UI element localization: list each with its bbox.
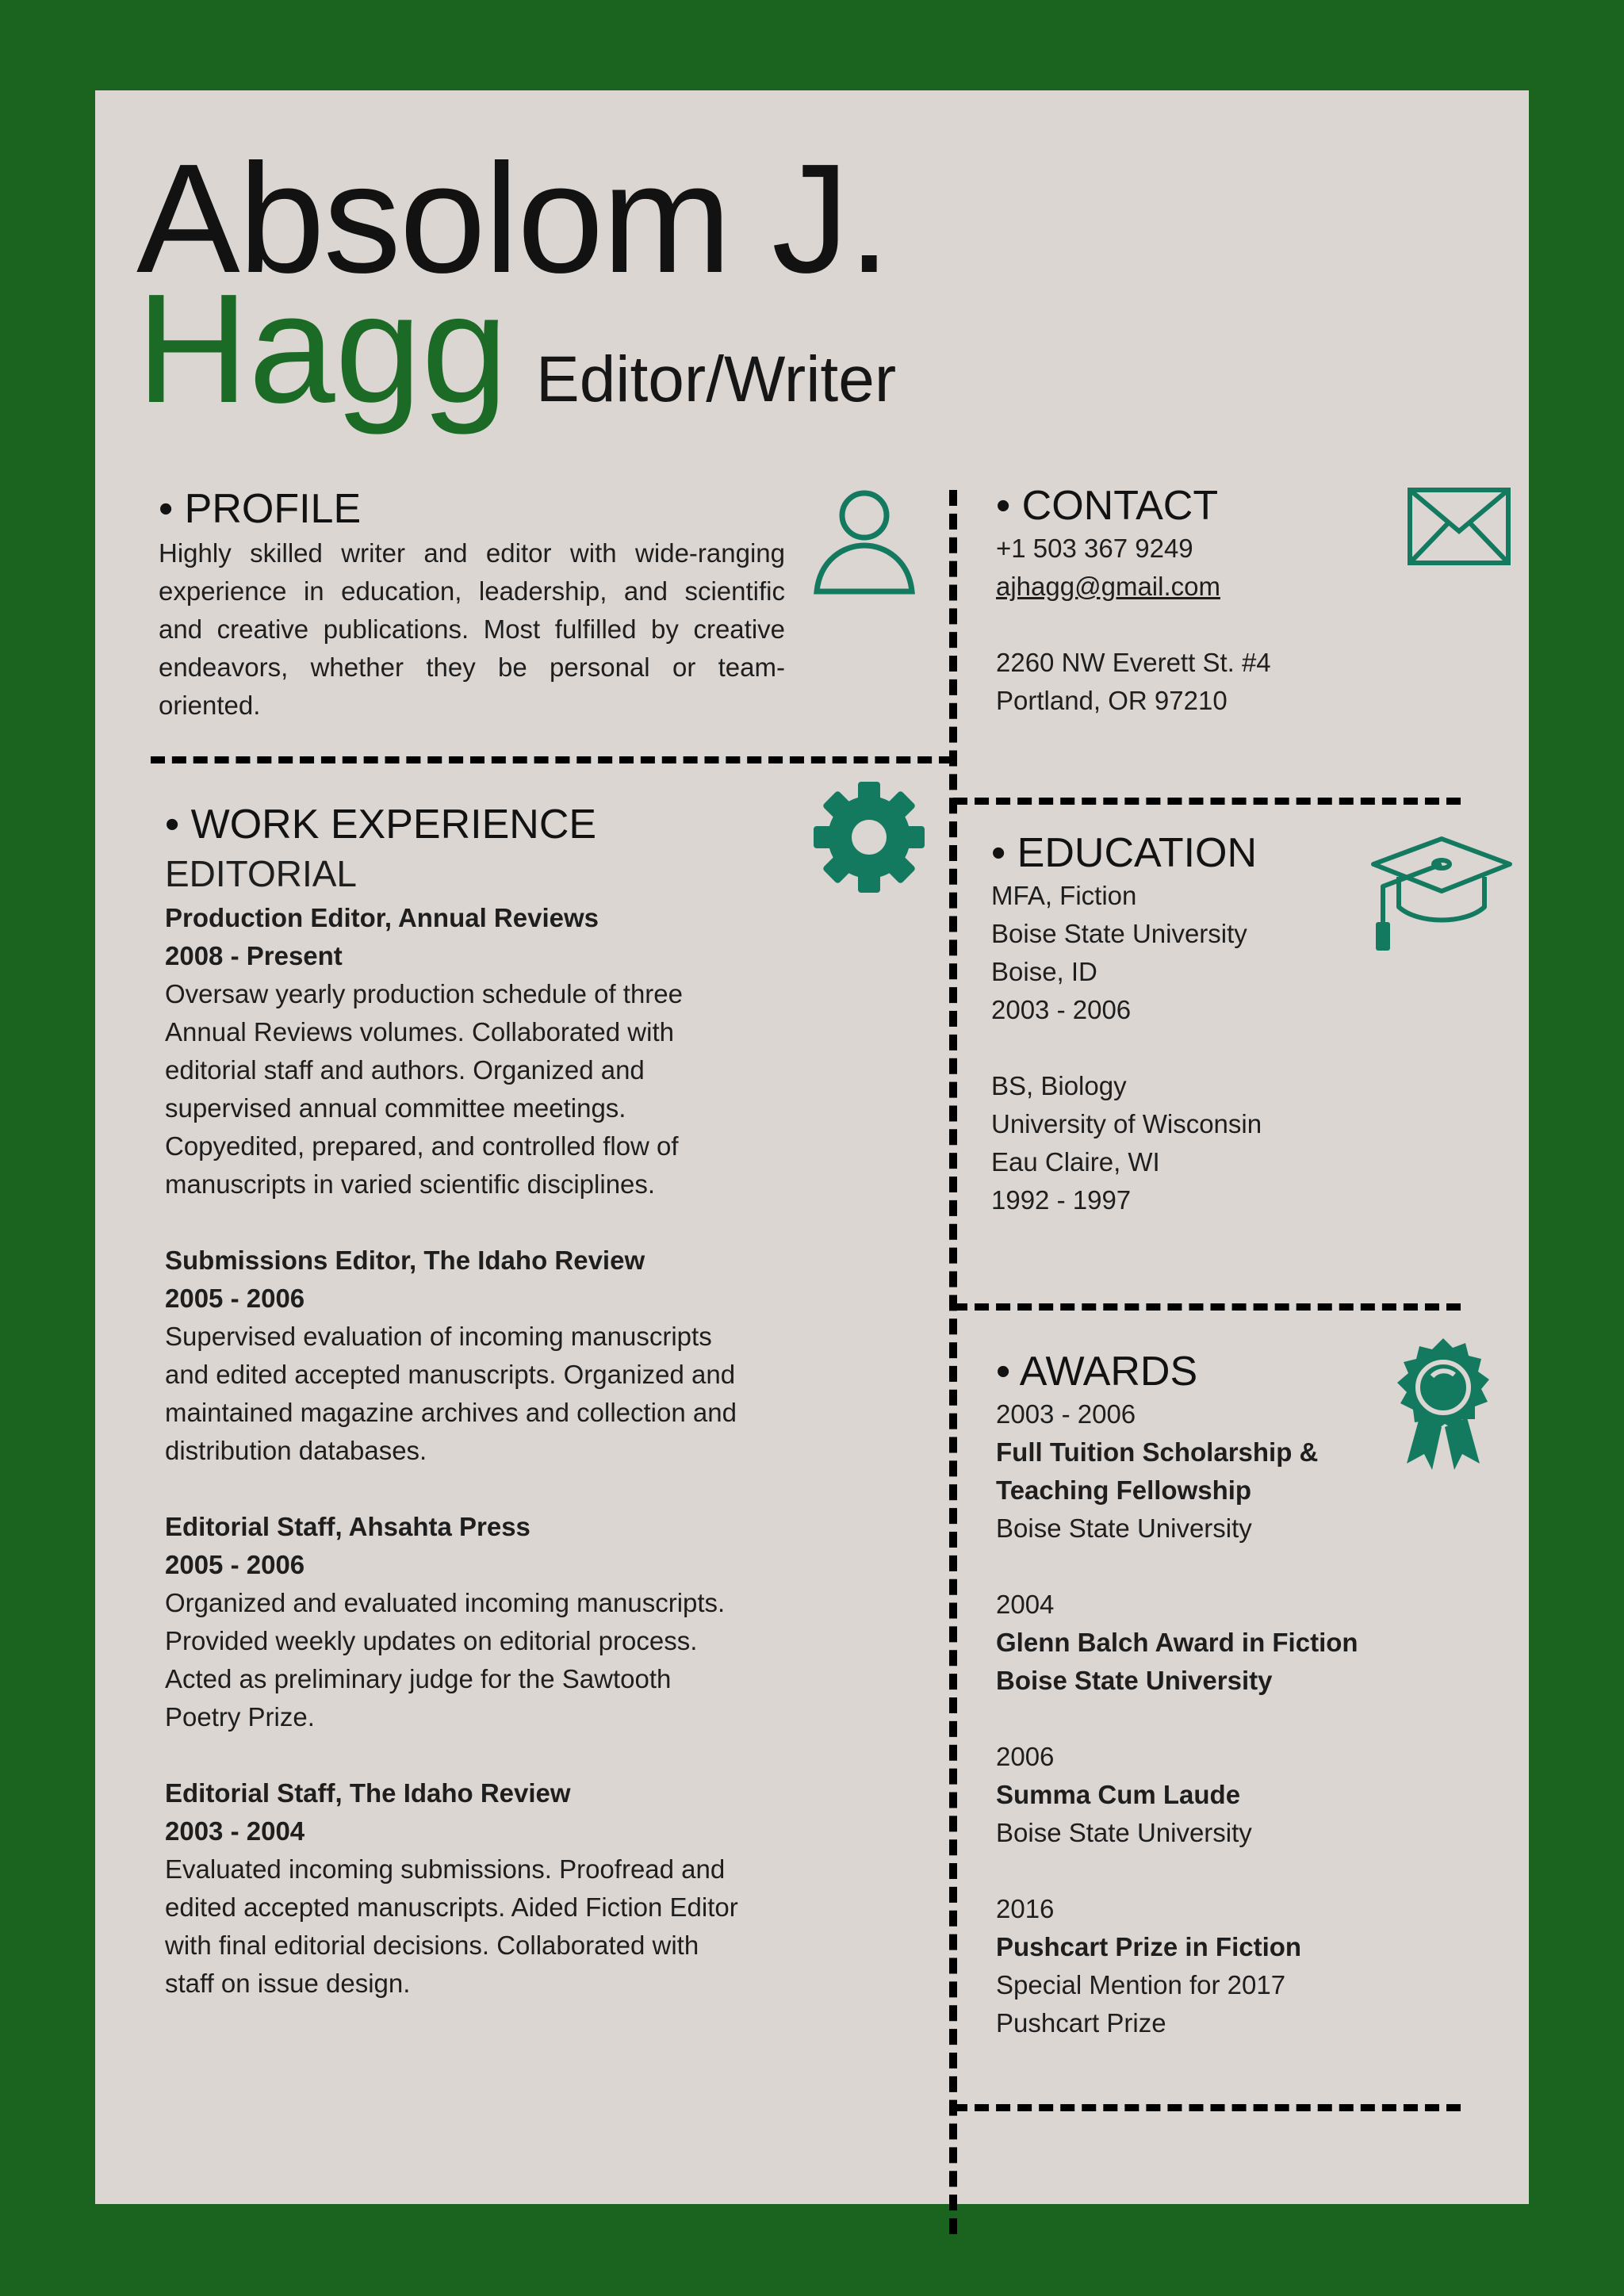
job-dates: 2005 - 2006 [165, 1284, 305, 1313]
award-entry [996, 1700, 1440, 1852]
awards-list [996, 1395, 1440, 2042]
award-name-line: Glenn Balch Award in Fiction [996, 1628, 1358, 1657]
education-dates: 2003 - 2006 [991, 995, 1132, 1024]
job-description-line: manuscripts in varied scientific disciplines. [165, 1169, 656, 1199]
award-year: 2004 [996, 1590, 1055, 1619]
profile-section [159, 485, 785, 725]
profile-text: Highly skilled writer and editor with wide-ranging experience in education, leadership, and scientific and creative publications. Most fulfilled by creative endeavors, whether they be personal or team-oriented. [159, 538, 785, 720]
education-school: University of Wisconsin [991, 1109, 1262, 1138]
job-entry [165, 1736, 799, 2003]
job-description-line: maintained magazine archives and collection and [165, 1398, 737, 1427]
award-name-line: Boise State University [996, 1666, 1273, 1695]
education-entry [991, 1029, 1404, 1219]
jobs-list [165, 899, 799, 2003]
job-description-line: Acted as preliminary judge for the Sawtooth [165, 1664, 672, 1693]
job-entry [165, 1470, 799, 1736]
job-description-line: and edited accepted manuscripts. Organized and [165, 1360, 736, 1389]
work-section [165, 801, 799, 2003]
job-description-line: Poetry Prize. [165, 1702, 315, 1732]
award-name-line: Pushcart Prize in Fiction [996, 1932, 1302, 1961]
job-dates: 2005 - 2006 [165, 1550, 305, 1579]
spacer [991, 1029, 1404, 1067]
education-school: Boise State University [991, 919, 1247, 948]
contact-address-line1: 2260 NW Everett St. #4 [996, 648, 1271, 677]
job-entry [165, 899, 799, 1203]
contact-section [996, 482, 1440, 720]
awards-divider [953, 1303, 1461, 1311]
first-name: Absolom J. [136, 132, 890, 305]
awards-heading: • AWARDS [996, 1349, 1198, 1395]
award-name-line: Summa Cum Laude [996, 1780, 1241, 1809]
spacer [165, 1736, 799, 1774]
education-entry [991, 877, 1404, 1029]
work-heading: • WORK EXPERIENCE [165, 802, 597, 848]
education-location: Eau Claire, WI [991, 1147, 1160, 1177]
job-description-line: edited accepted manuscripts. Aided Fiction Editor [165, 1892, 738, 1922]
contact-heading: • CONTACT [996, 483, 1219, 529]
job-dates: 2008 - Present [165, 941, 343, 970]
job-title: Editorial Staff, The Idaho Review [165, 1778, 571, 1808]
award-detail-line: Boise State University [996, 1513, 1252, 1543]
education-degree: BS, Biology [991, 1071, 1127, 1100]
education-section [991, 829, 1404, 1219]
contact-phone: +1 503 367 9249 [996, 534, 1193, 563]
spacer [996, 1548, 1440, 1586]
person-icon [812, 487, 917, 595]
award-year: 2003 - 2006 [996, 1399, 1136, 1429]
job-description-line: with final editorial decisions. Collaborated with [165, 1931, 699, 1960]
job-entry [165, 1203, 799, 1470]
award-detail-line: Boise State University [996, 1818, 1252, 1847]
contact-address-line2: Portland, OR 97210 [996, 686, 1228, 715]
spacer [165, 1470, 799, 1508]
job-description-line: Evaluated incoming submissions. Proofread and [165, 1854, 726, 1884]
vertical-divider [949, 490, 957, 2234]
award-name-line: Full Tuition Scholarship & [996, 1437, 1319, 1467]
award-year: 2006 [996, 1742, 1055, 1771]
work-subheading: EDITORIAL [165, 853, 357, 894]
job-description-line: Organized and evaluated incoming manuscripts. [165, 1588, 726, 1617]
job-title: Production Editor, Annual Reviews [165, 903, 599, 932]
job-description-line: supervised annual committee meetings. [165, 1093, 626, 1123]
bottom-divider [953, 2104, 1461, 2111]
award-year: 2016 [996, 1894, 1055, 1923]
education-location: Boise, ID [991, 957, 1097, 986]
job-description-line: Provided weekly updates on editorial process. [165, 1626, 698, 1655]
education-heading: • EDUCATION [991, 830, 1258, 876]
award-entry [996, 1395, 1440, 1548]
job-dates: 2003 - 2004 [165, 1816, 305, 1846]
award-detail-line: Pushcart Prize [996, 2008, 1166, 2038]
award-entry [996, 1852, 1440, 2042]
envelope-icon [1407, 487, 1511, 566]
job-title: Editor/Writer [536, 343, 897, 415]
spacer [996, 1700, 1440, 1738]
job-description-line: Oversaw yearly production schedule of three [165, 979, 684, 1008]
education-divider [953, 798, 1461, 805]
job-title: Editorial Staff, Ahsahta Press [165, 1512, 530, 1541]
graduation-cap-icon [1370, 836, 1513, 951]
resume-page [95, 90, 1529, 2204]
spacer [165, 1203, 799, 1242]
gear-icon [812, 780, 926, 894]
education-degree: MFA, Fiction [991, 881, 1137, 910]
job-description-line: Copyedited, prepared, and controlled flow of [165, 1131, 679, 1161]
profile-divider [151, 756, 953, 763]
job-description-line: staff on issue design. [165, 1969, 411, 1998]
job-description-line: distribution databases. [165, 1436, 427, 1465]
award-detail-line: Special Mention for 2017 [996, 1970, 1286, 1999]
job-description-line: Supervised evaluation of incoming manuscripts [165, 1322, 712, 1351]
award-entry [996, 1548, 1440, 1700]
education-dates: 1992 - 1997 [991, 1185, 1132, 1215]
job-description-line: editorial staff and authors. Organized and [165, 1055, 645, 1085]
job-title: Submissions Editor, The Idaho Review [165, 1246, 645, 1275]
awards-section [996, 1348, 1440, 2042]
profile-heading: • PROFILE [159, 486, 362, 532]
award-ribbon-icon [1392, 1338, 1494, 1471]
contact-email-link[interactable]: ajhagg@gmail.com [996, 572, 1220, 601]
last-name: Hagg [136, 262, 508, 435]
job-description-line: Annual Reviews volumes. Collaborated with [165, 1017, 674, 1047]
education-list [991, 877, 1404, 1219]
spacer [996, 1852, 1440, 1890]
award-name-line: Teaching Fellowship [996, 1475, 1252, 1505]
